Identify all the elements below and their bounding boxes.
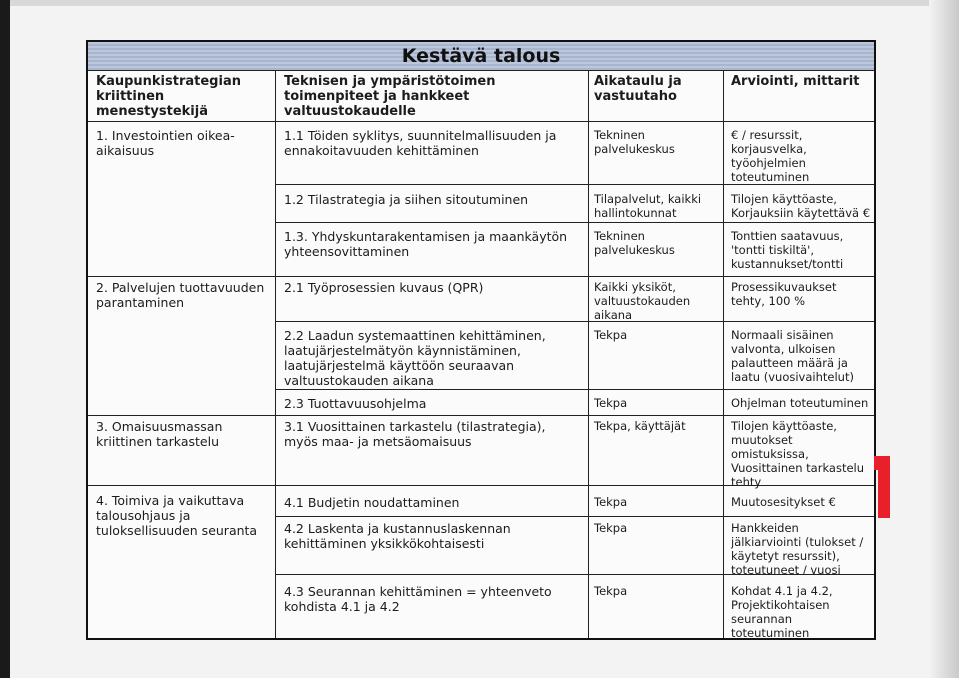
header-divider [88, 121, 874, 122]
action-1-2: 1.2 Tilastrategia ja siihen sitoutuminen [284, 192, 529, 207]
header-factor: Kaupunkistrategian kriittinen menestystekijä [96, 74, 241, 119]
resp-1-2: Tilapalvelut, kaikki hallintokunnat [594, 192, 702, 220]
metric-3-1: Tilojen käyttöaste, muutokset omistuksissa, Vuosittainen tarkastelu tehty [731, 419, 865, 489]
col-divider-1 [275, 70, 276, 638]
action-4-3: 4.3 Seurannan kehittäminen = yhteenveto kohdista 4.1 ja 4.2 [284, 584, 552, 614]
resp-1-1: Tekninen palvelukeskus [594, 128, 675, 156]
factor-1: 1. Investointien oikea- aikaisuus [96, 128, 235, 158]
resp-2-2: Tekpa [594, 328, 628, 342]
section-divider-2 [88, 276, 874, 277]
resp-1-3: Tekninen palvelukeskus [594, 229, 675, 257]
metric-1-3: Tonttien saatavuus, 'tontti tiskiltä', kustannukset/tontti [731, 229, 844, 271]
action-4-1: 4.1 Budjetin noudattaminen [284, 495, 460, 510]
resp-4-1: Tekpa [594, 495, 628, 509]
metric-1-2: Tilojen käyttöaste, Korjauksiin käytettävä € [731, 192, 871, 220]
metric-1-1: € / resurssit, korjausvelka, työohjelmien toteutuminen [731, 128, 810, 184]
row-divider-2-3 [275, 389, 874, 390]
metric-2-3: Ohjelman toteutuminen [731, 396, 869, 410]
action-2-1: 2.1 Työprosessien kuvaus (QPR) [284, 280, 484, 295]
metric-2-2: Normaali sisäinen valvonta, ulkoisen palautteen määrä ja laatu (vuosivaihtelut) [731, 328, 854, 384]
header-schedule: Aikataulu ja vastuutaho [594, 74, 682, 104]
section-divider-3 [88, 415, 874, 416]
action-4-2: 4.2 Laskenta ja kustannuslaskennan kehittäminen yksikkökohtaisesti [284, 521, 511, 551]
factor-4: 4. Toimiva ja vaikuttava talousohjaus ja tuloksellisuuden seuranta [96, 493, 258, 538]
resp-2-3: Tekpa [594, 396, 628, 410]
action-2-3: 2.3 Tuottavuusohjelma [284, 396, 427, 411]
resp-4-3: Tekpa [594, 584, 628, 598]
action-2-2: 2.2 Laadun systemaattinen kehittäminen, laatujärjestelmätyön käynnistäminen, laatujärjestelmä käyttöön seuraavan valtuustokauden aikana [284, 328, 546, 388]
resp-3-1: Tekpa, käyttäjät [594, 419, 686, 433]
scan-edge-right [929, 0, 959, 678]
action-1-1: 1.1 Töiden syklitys, suunnitelmallisuuden ja ennakoitavuuden kehittäminen [284, 128, 557, 158]
scan-edge-top [10, 0, 959, 6]
resp-2-1: Kaikki yksiköt, valtuustokauden aikana [594, 280, 691, 322]
resp-4-2: Tekpa [594, 521, 628, 535]
header-metrics: Arviointi, mittarit [731, 74, 860, 89]
metric-2-1: Prosessikuvaukset tehty, 100 % [731, 280, 837, 308]
header-actions: Teknisen ja ympäristötoimen toimenpiteet ja hankkeet valtuustokaudelle [284, 74, 496, 119]
col-divider-2 [588, 70, 589, 638]
table-title: Kestävä talous [88, 42, 874, 71]
factor-3: 3. Omaisuusmassan kriittinen tarkastelu [96, 419, 223, 449]
metric-4-1: Muutosesitykset € [731, 495, 836, 509]
scan-edge-left [0, 0, 10, 678]
metric-4-2: Hankkeiden jälkiarviointi (tulokset / käytetyt resurssit), toteutuneet / vuosi [731, 521, 864, 577]
strategy-table [86, 40, 876, 640]
row-divider-2-2 [275, 321, 874, 322]
red-tab-marker-notch [874, 456, 880, 470]
action-3-1: 3.1 Vuosittainen tarkastelu (tilastrategia), myös maa- ja metsäomaisuus [284, 419, 546, 449]
factor-2: 2. Palvelujen tuottavuuden parantaminen [96, 280, 265, 310]
metric-4-3: Kohdat 4.1 ja 4.2, Projektikohtaisen seurannan toteutuminen [731, 584, 833, 640]
action-1-3: 1.3. Yhdyskuntarakentamisen ja maankäytön yhteensovittaminen [284, 229, 568, 259]
row-divider-1-2 [275, 184, 874, 185]
row-divider-1-3 [275, 222, 874, 223]
row-divider-4-2 [275, 516, 874, 517]
col-divider-3 [723, 70, 724, 638]
